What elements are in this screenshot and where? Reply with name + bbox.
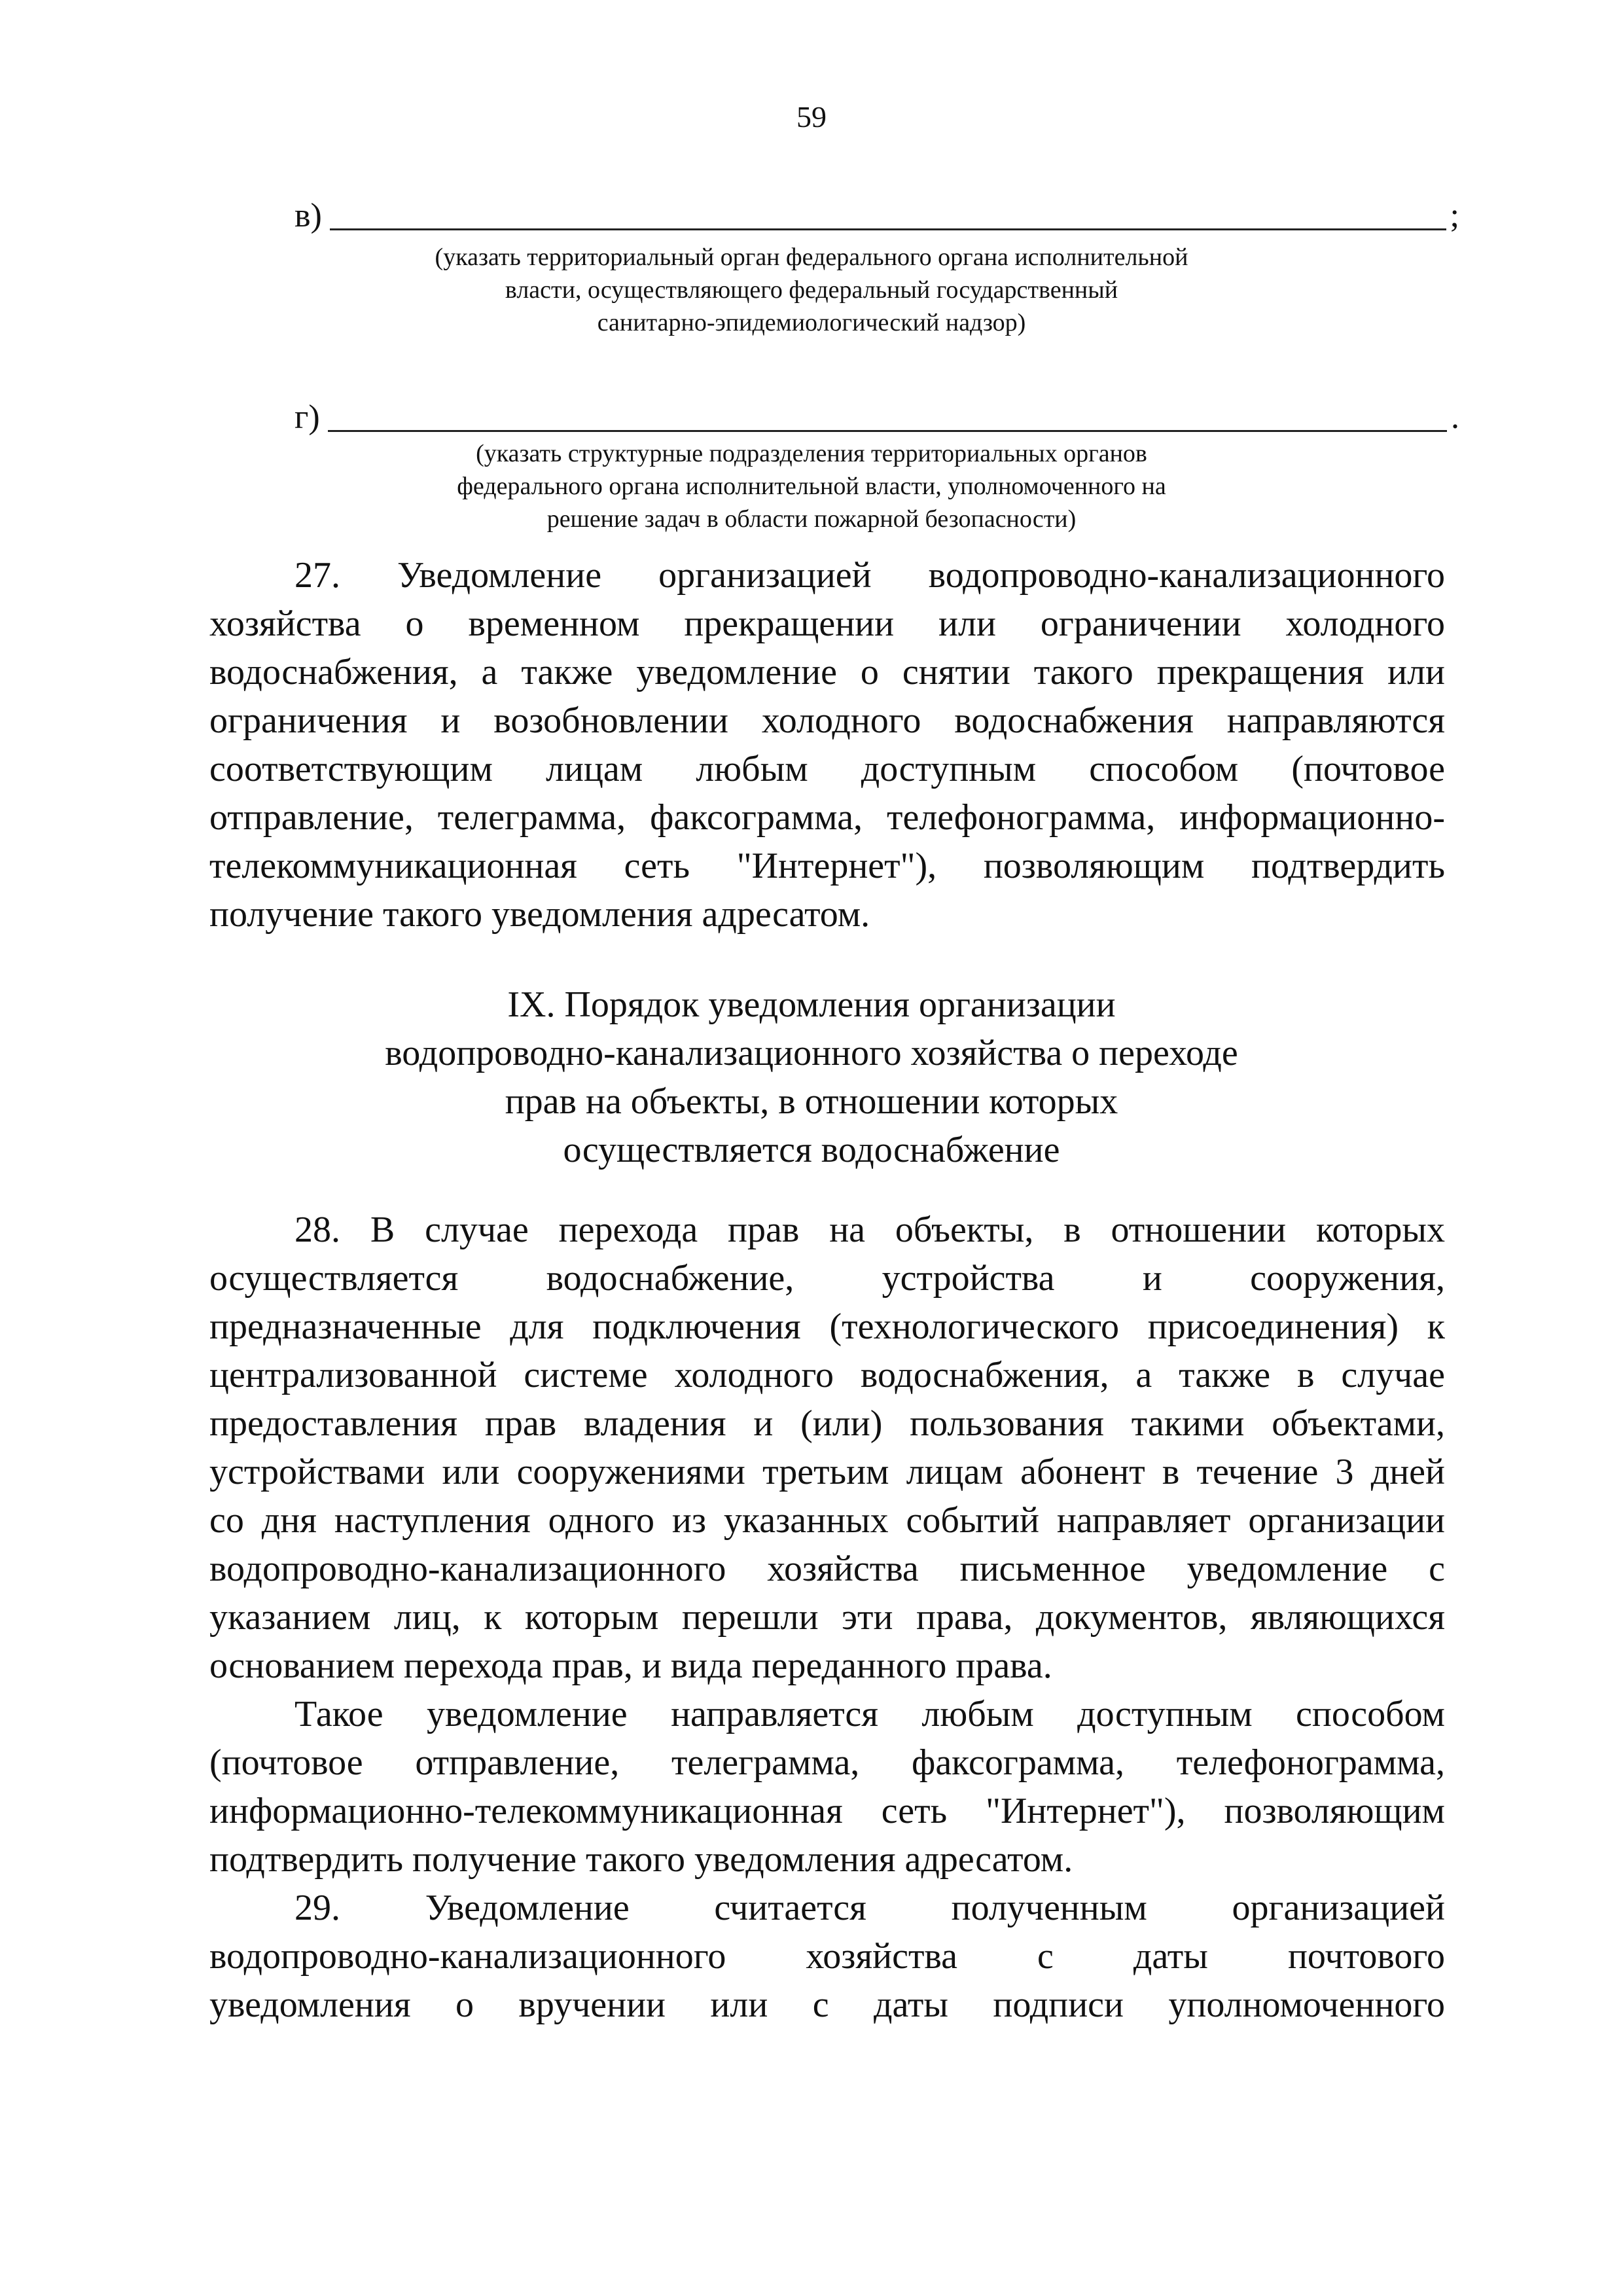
text-line: (почтовое отправление, телеграмма, факсограмма, телефонограмма, <box>209 1742 1445 1783</box>
field-v-prefix: в) <box>294 197 322 234</box>
paragraph-27 <box>209 551 1445 939</box>
field-g-blank-line <box>328 401 1447 432</box>
hint-line: (указать территориальный орган федерального органа исполнительной <box>435 243 1188 271</box>
paragraph-29 <box>209 1884 1445 2029</box>
paragraph-28 <box>209 1206 1445 1690</box>
text-line: осуществляется водоснабжение, устройства и сооружения, <box>209 1258 1445 1299</box>
heading-line: осуществляется водоснабжение <box>563 1130 1060 1170</box>
text-line: водоснабжения, а также уведомление о снятии такого прекращения или <box>209 652 1445 692</box>
text-line: указанием лиц, к которым перешли эти права, документов, являющихся <box>209 1597 1445 1638</box>
field-g-hint <box>0 437 1623 535</box>
heading-line: IX. Порядок уведомления организации <box>507 984 1116 1025</box>
field-v-blank-line <box>330 200 1446 230</box>
field-v-suffix: ; <box>1450 197 1459 234</box>
field-v-hint <box>0 241 1623 339</box>
text-line: предназначенные для подключения (технологического присоединения) к <box>209 1306 1445 1347</box>
text-line: 28. В случае перехода прав на объекты, в отношении которых <box>294 1210 1445 1250</box>
paragraph-28-continued <box>209 1690 1445 1884</box>
text-line: предоставления прав владения и (или) пользования такими объектами, <box>209 1403 1445 1444</box>
text-line: подтвердить получение такого уведомления адресатом. <box>209 1839 1073 1880</box>
text-line: водопроводно-канализационного хозяйства письменное уведомление с <box>209 1549 1445 1589</box>
field-g-prefix: г) <box>294 399 320 436</box>
text-line: 27. Уведомление организацией водопроводно-канализационного <box>294 555 1445 596</box>
section-heading <box>0 980 1623 1174</box>
text-line: соответствующим лицам любым доступным способом (почтовое <box>209 749 1445 789</box>
text-line: централизованной системе холодного водоснабжения, а также в случае <box>209 1355 1445 1395</box>
text-line: телекоммуникационная сеть "Интернет"), позволяющим подтвердить <box>209 846 1445 886</box>
hint-line: решение задач в области пожарной безопасности) <box>546 505 1077 533</box>
text-line: отправление, телеграмма, факсограмма, телефонограмма, информационно- <box>209 797 1445 838</box>
text-line: устройствами или сооружениями третьим лицам абонент в течение 3 дней <box>209 1452 1445 1492</box>
page-number: 59 <box>796 100 827 134</box>
hint-line: власти, осуществляющего федеральный государственный <box>505 276 1118 304</box>
hint-line: санитарно-эпидемиологический надзор) <box>597 309 1026 336</box>
text-line: ограничения и возобновлении холодного водоснабжения направляются <box>209 700 1445 741</box>
field-v-row <box>294 196 1459 236</box>
hint-line: федерального органа исполнительной власти, уполномоченного на <box>457 473 1166 500</box>
heading-line: прав на объекты, в отношении которых <box>505 1081 1118 1122</box>
text-line: Такое уведомление направляется любым доступным способом <box>294 1694 1445 1734</box>
text-line: получение такого уведомления адресатом. <box>209 894 870 935</box>
text-line: водопроводно-канализационного хозяйства с даты почтового <box>209 1936 1445 1977</box>
heading-line: водопроводно-канализационного хозяйства о переходе <box>385 1033 1238 1073</box>
text-line: хозяйства о временном прекращении или ограничении холодного <box>209 603 1445 644</box>
field-g-row <box>294 398 1459 437</box>
text-line: со дня наступления одного из указанных событий направляет организации <box>209 1500 1445 1541</box>
hint-line: (указать структурные подразделения территориальных органов <box>476 440 1147 467</box>
text-line: 29. Уведомление считается полученным организацией <box>294 1888 1445 1928</box>
text-line: уведомления о вручении или с даты подписи уполномоченного <box>209 1984 1445 2025</box>
field-g-suffix: . <box>1451 399 1459 436</box>
text-line: основанием перехода прав, и вида переданного права. <box>209 1645 1052 1686</box>
text-line: информационно-телекоммуникационная сеть "Интернет"), позволяющим <box>209 1791 1445 1831</box>
